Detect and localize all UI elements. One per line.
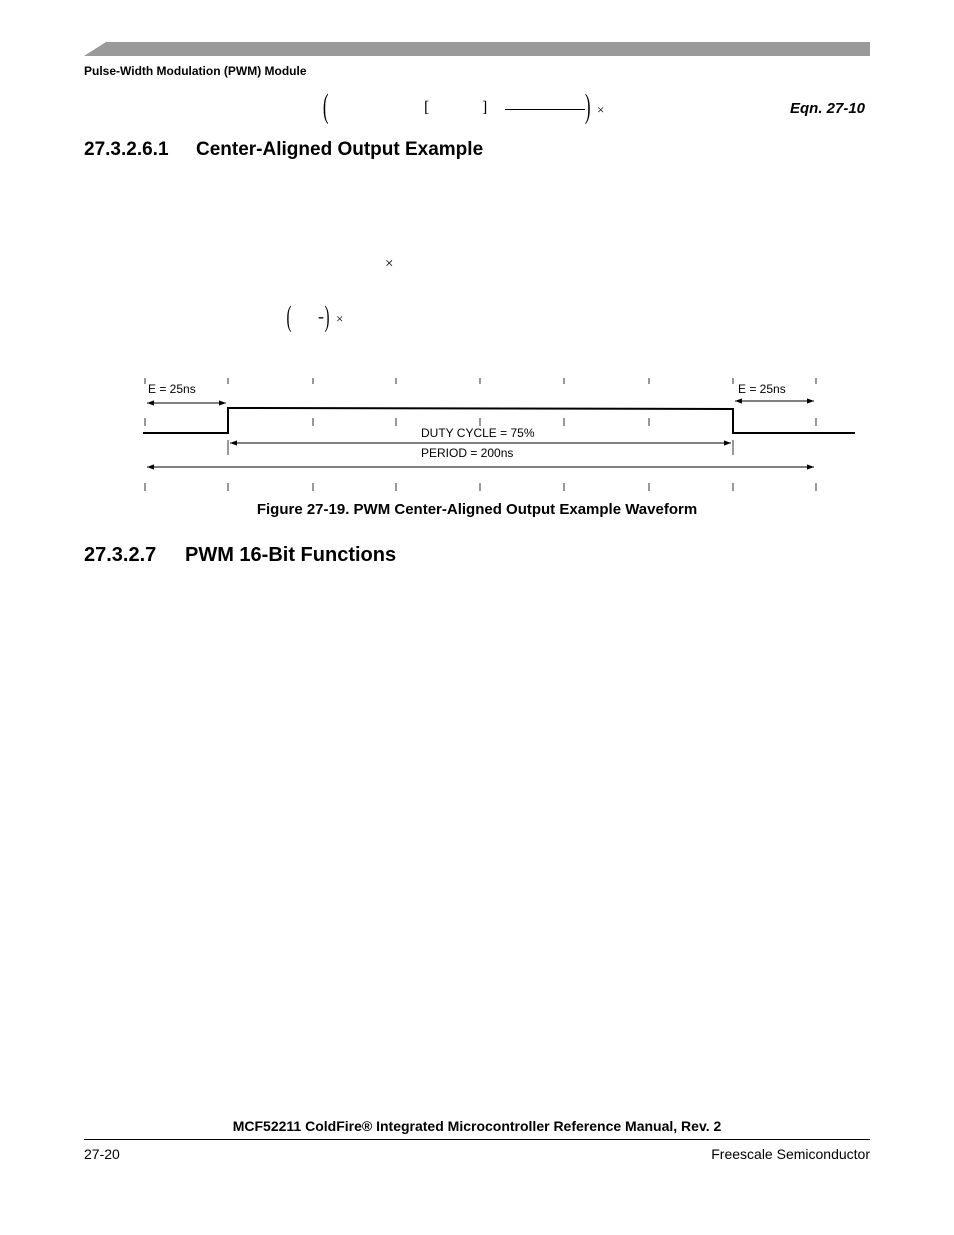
heading-16bit (84, 544, 397, 567)
heading-number: 27.3.2.6.1 (84, 139, 169, 160)
inline-minus: - (318, 306, 324, 326)
footer-rule (84, 1139, 870, 1140)
running-header: Pulse-Width Modulation (PWM) Module (84, 64, 307, 78)
footer-company: Freescale Semiconductor (711, 1146, 870, 1162)
eqn-fraction-bar (505, 109, 585, 110)
inline-right-paren: ) (324, 300, 330, 333)
e-left-label: E = 25ns (148, 382, 196, 396)
footer-page-number: 27-20 (84, 1146, 120, 1162)
header-bar (84, 42, 870, 56)
period-label: PERIOD = 200ns (421, 446, 514, 460)
figure-caption: Figure 27-19. PWM Center-Aligned Output Example Waveform (256, 501, 698, 518)
heading-title: Center-Aligned Output Example (196, 139, 484, 160)
eqn-left-paren: ( (322, 88, 329, 125)
inline-times-1: × (385, 256, 394, 272)
eqn-times: × (597, 102, 605, 117)
equation-label: Eqn. 27-10 (790, 100, 866, 117)
e-right-label: E = 25ns (738, 382, 786, 396)
heading-title: PWM 16-Bit Functions (185, 544, 397, 566)
footer-manual-title: MCF52211 ColdFire® Integrated Microcontroller Reference Manual, Rev. 2 (232, 1118, 722, 1134)
duty-cycle-label: DUTY CYCLE = 75% (421, 426, 535, 440)
eqn-right-paren: ) (584, 88, 591, 125)
inline-left-paren: ( (286, 300, 292, 333)
heading-number: 27.3.2.7 (84, 544, 157, 566)
eqn-right-bracket: ] (482, 99, 488, 116)
inline-times-2: × (336, 311, 344, 326)
eqn-left-bracket: [ (424, 99, 430, 116)
pwm-waveform-figure (0, 370, 954, 500)
heading-center-aligned (84, 139, 484, 161)
